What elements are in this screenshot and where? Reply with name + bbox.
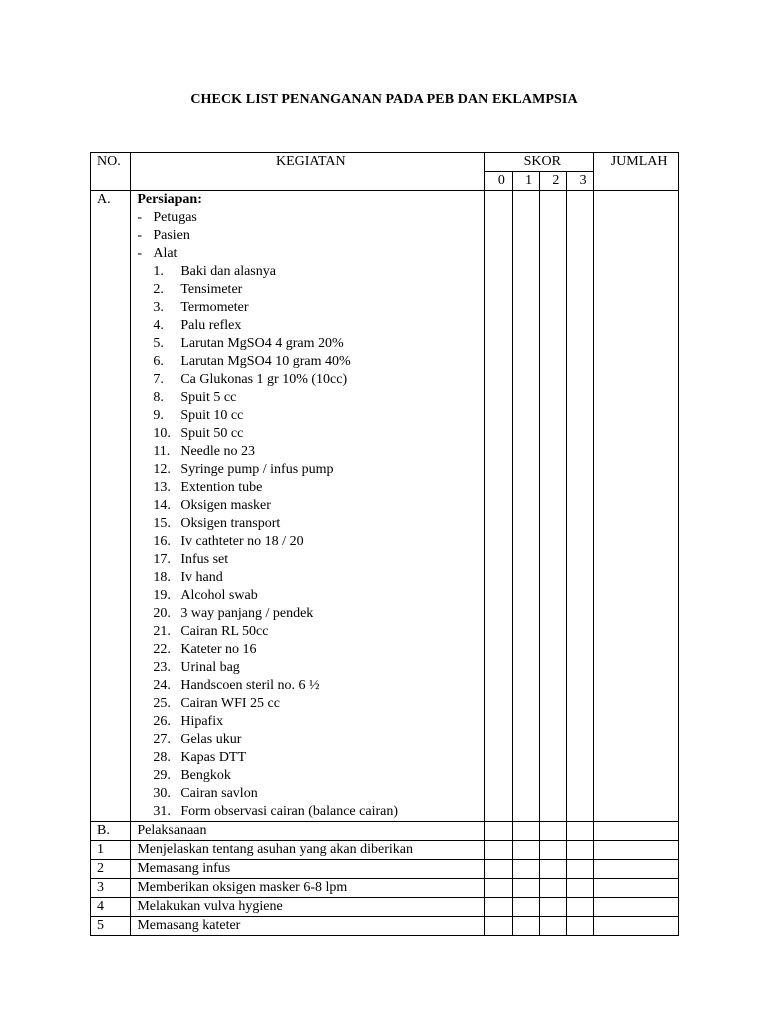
numbered-item-label: Syringe pump / infus pump [180, 462, 334, 477]
dash-item-label: Alat [153, 246, 178, 261]
numbered-item [137, 335, 484, 353]
item-number: 1. [153, 264, 164, 279]
header-kegiatan: KEGIATAN [131, 153, 485, 191]
row-no: 1 [91, 841, 131, 860]
numbered-item [137, 659, 484, 677]
row-no: 3 [91, 879, 131, 898]
numbered-item [137, 641, 484, 659]
item-number: 31. [153, 804, 171, 819]
item-number: 10. [153, 426, 171, 441]
document-title: CHECK LIST PENANGANAN PADA PEB DAN EKLAMPSIA [190, 92, 578, 107]
numbered-item-label: Palu reflex [180, 318, 242, 333]
score-cell[interactable] [566, 822, 593, 841]
table-row [91, 879, 679, 898]
numbered-item-label: Urinal bag [180, 660, 240, 675]
dash-item-label: Petugas [153, 210, 197, 225]
numbered-item-label: Spuit 5 cc [180, 390, 237, 405]
score-cell[interactable] [512, 191, 539, 822]
numbered-item-label: Bengkok [180, 768, 231, 783]
numbered-item [137, 389, 484, 407]
dash-list [137, 209, 484, 263]
numbered-item-label: Form observasi cairan (balance cairan) [180, 804, 398, 819]
score-label-2: 2 [539, 172, 566, 191]
section-a-no: A. [91, 191, 131, 822]
numbered-item-label: Cairan savlon [180, 786, 258, 801]
numbered-item-label: Ca Glukonas 1 gr 10% (10cc) [180, 372, 348, 387]
item-number: 12. [153, 462, 171, 477]
score-cell[interactable] [539, 191, 566, 822]
numbered-item [137, 677, 484, 695]
dash-marker: - [137, 228, 142, 243]
numbered-item [137, 371, 484, 389]
dash-item [137, 227, 484, 245]
score-cell[interactable] [566, 898, 593, 917]
item-number: 21. [153, 624, 171, 639]
numbered-item-label: Oksigen masker [180, 498, 271, 513]
item-number: 14. [153, 498, 171, 513]
score-label-0: 0 [485, 172, 512, 191]
numbered-item-label: Iv cathteter no 18 / 20 [180, 534, 304, 549]
header-row [91, 153, 679, 172]
item-number: 4. [153, 318, 164, 333]
numbered-item-label: Hipafix [180, 714, 224, 729]
score-cell[interactable] [485, 191, 512, 822]
row-no: 4 [91, 898, 131, 917]
numbered-item-label: Infus set [180, 552, 229, 567]
score-cell[interactable] [539, 860, 566, 879]
item-number: 16. [153, 534, 171, 549]
jumlah-cell[interactable] [594, 822, 679, 841]
row-kegiatan: Memberikan oksigen masker 6-8 lpm [131, 879, 485, 898]
section-b-no: B. [91, 822, 131, 841]
section-a-content [131, 191, 485, 822]
numbered-item-label: 3 way panjang / pendek [180, 606, 314, 621]
table-row [91, 860, 679, 879]
row-no: 2 [91, 860, 131, 879]
numbered-item [137, 407, 484, 425]
dash-marker: - [137, 246, 142, 261]
numbered-list [137, 263, 484, 821]
numbered-item [137, 353, 484, 371]
numbered-item [137, 479, 484, 497]
numbered-item-label: Iv hand [180, 570, 223, 585]
numbered-item [137, 605, 484, 623]
numbered-item [137, 803, 484, 821]
numbered-item-label: Tensimeter [180, 282, 243, 297]
numbered-item [137, 587, 484, 605]
dash-item [137, 209, 484, 227]
numbered-item-label: Kateter no 16 [180, 642, 257, 657]
score-cell[interactable] [512, 841, 539, 860]
numbered-item-label: Needle no 23 [180, 444, 255, 459]
numbered-item [137, 515, 484, 533]
jumlah-cell[interactable] [594, 879, 679, 898]
section-a-row [91, 191, 679, 822]
score-cell[interactable] [566, 917, 593, 936]
score-label-3: 3 [566, 172, 593, 191]
item-number: 7. [153, 372, 164, 387]
section-a-title: Persiapan: [137, 192, 202, 207]
score-cell[interactable] [485, 860, 512, 879]
score-cell[interactable] [539, 841, 566, 860]
item-number: 25. [153, 696, 171, 711]
numbered-item-label: Cairan WFI 25 cc [180, 696, 280, 711]
numbered-item [137, 299, 484, 317]
numbered-item [137, 443, 484, 461]
numbered-item-label: Larutan MgSO4 4 gram 20% [180, 336, 344, 351]
header-skor: SKOR [485, 153, 594, 172]
numbered-item-label: Baki dan alasnya [180, 264, 276, 279]
jumlah-cell[interactable] [594, 898, 679, 917]
row-kegiatan: Melakukan vulva hygiene [131, 898, 485, 917]
numbered-item-label: Gelas ukur [180, 732, 242, 747]
jumlah-cell[interactable] [594, 191, 679, 822]
item-number: 28. [153, 750, 171, 765]
item-number: 3. [153, 300, 164, 315]
numbered-item-label: Kapas DTT [180, 750, 247, 765]
dash-marker: - [137, 210, 142, 225]
score-label-1: 1 [512, 172, 539, 191]
item-number: 6. [153, 354, 164, 369]
numbered-item [137, 281, 484, 299]
item-number: 13. [153, 480, 171, 495]
item-number: 2. [153, 282, 164, 297]
numbered-item-label: Alcohol swab [180, 588, 258, 603]
item-number: 26. [153, 714, 171, 729]
score-cell[interactable] [512, 917, 539, 936]
jumlah-cell[interactable] [594, 841, 679, 860]
score-cell[interactable] [566, 841, 593, 860]
score-cell[interactable] [566, 191, 593, 822]
numbered-item [137, 731, 484, 749]
item-number: 30. [153, 786, 171, 801]
numbered-item [137, 569, 484, 587]
numbered-item-label: Larutan MgSO4 10 gram 40% [180, 354, 351, 369]
jumlah-cell[interactable] [594, 917, 679, 936]
item-number: 23. [153, 660, 171, 675]
numbered-item [137, 767, 484, 785]
numbered-item [137, 263, 484, 281]
item-number: 5. [153, 336, 164, 351]
item-number: 9. [153, 408, 164, 423]
row-kegiatan: Memasang infus [131, 860, 485, 879]
item-number: 11. [153, 444, 171, 459]
numbered-item [137, 785, 484, 803]
score-cell[interactable] [539, 917, 566, 936]
numbered-item [137, 623, 484, 641]
header-no: NO. [91, 153, 131, 191]
score-cell[interactable] [485, 879, 512, 898]
item-number: 20. [153, 606, 171, 621]
score-cell[interactable] [512, 898, 539, 917]
item-number: 22. [153, 642, 171, 657]
score-cell[interactable] [512, 822, 539, 841]
item-number: 8. [153, 390, 164, 405]
table-row [91, 841, 679, 860]
item-number: 18. [153, 570, 171, 585]
numbered-item-label: Termometer [180, 300, 249, 315]
numbered-item-label: Extention tube [180, 480, 263, 495]
numbered-item [137, 425, 484, 443]
checklist-table [90, 152, 679, 936]
score-cell[interactable] [512, 879, 539, 898]
score-cell[interactable] [485, 822, 512, 841]
score-cell[interactable] [485, 898, 512, 917]
score-cell[interactable] [566, 860, 593, 879]
score-cell[interactable] [539, 822, 566, 841]
item-number: 15. [153, 516, 171, 531]
numbered-item [137, 695, 484, 713]
numbered-item [137, 749, 484, 767]
score-cell[interactable] [485, 841, 512, 860]
dash-item-label: Pasien [153, 228, 190, 243]
score-cell[interactable] [566, 879, 593, 898]
numbered-item-label: Spuit 10 cc [180, 408, 244, 423]
numbered-item [137, 533, 484, 551]
score-cell[interactable] [539, 879, 566, 898]
numbered-item-label: Handscoen steril no. 6 ½ [180, 678, 320, 693]
numbered-item [137, 713, 484, 731]
score-cell[interactable] [539, 898, 566, 917]
item-number: 27. [153, 732, 171, 747]
numbered-item [137, 551, 484, 569]
numbered-item-label: Oksigen transport [180, 516, 281, 531]
row-kegiatan: Menjelaskan tentang asuhan yang akan diberikan [131, 841, 485, 860]
numbered-item [137, 497, 484, 515]
section-b-title: Pelaksanaan [131, 822, 485, 841]
numbered-item [137, 317, 484, 335]
jumlah-cell[interactable] [594, 860, 679, 879]
item-number: 24. [153, 678, 171, 693]
numbered-item-label: Spuit 50 cc [180, 426, 244, 441]
header-jumlah: JUMLAH [594, 153, 679, 191]
score-cell[interactable] [485, 917, 512, 936]
row-no: 5 [91, 917, 131, 936]
numbered-item [137, 461, 484, 479]
item-number: 19. [153, 588, 171, 603]
table-row [91, 898, 679, 917]
dash-item [137, 245, 484, 263]
score-cell[interactable] [512, 860, 539, 879]
table-row [91, 917, 679, 936]
item-number: 29. [153, 768, 171, 783]
row-kegiatan: Memasang kateter [131, 917, 485, 936]
item-number: 17. [153, 552, 171, 567]
numbered-item-label: Cairan RL 50cc [180, 624, 269, 639]
section-b-row [91, 822, 679, 841]
